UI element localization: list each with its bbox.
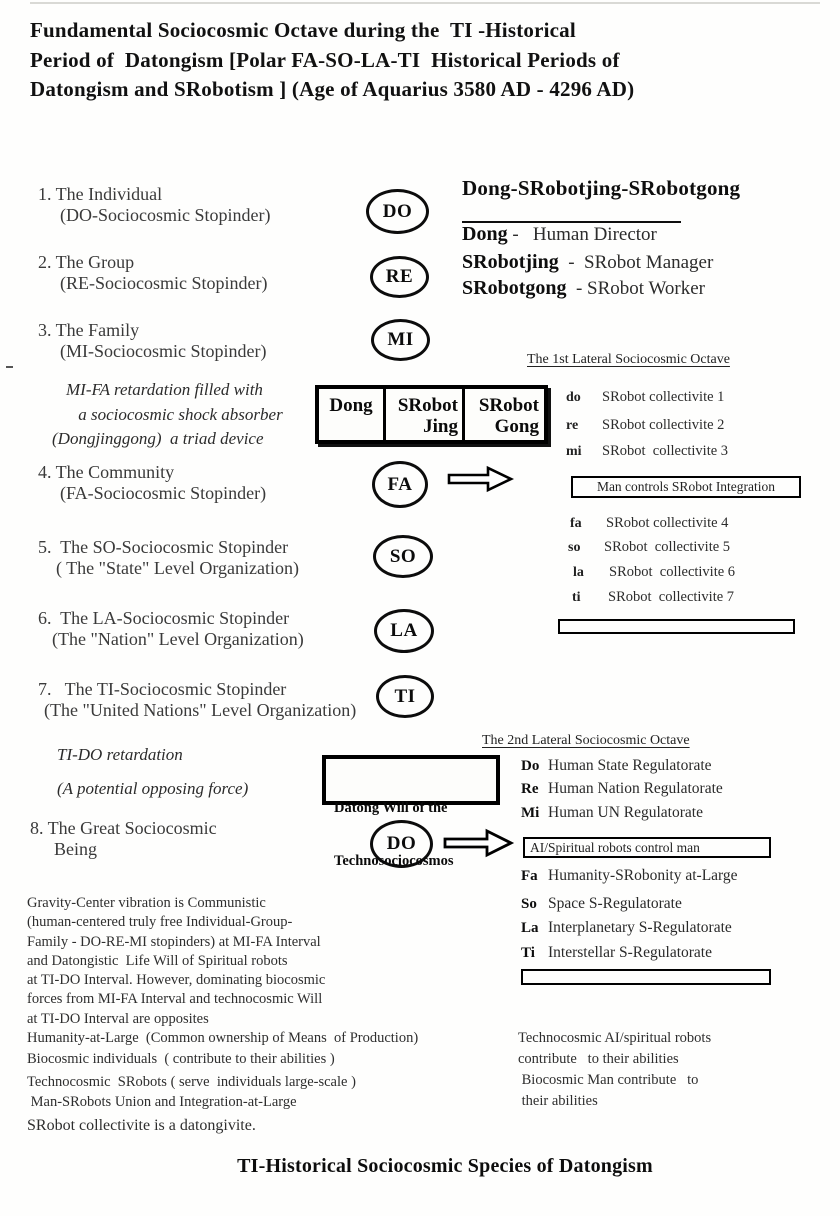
legend-term-dong: Dong [462, 223, 508, 245]
octave1-label-re: SRobot collectivite 2 [602, 417, 725, 433]
octave1-label-so: SRobot collectivite 5 [604, 539, 731, 555]
octave2-note-re: Re [521, 781, 539, 797]
scan-artifact-dash [6, 366, 13, 368]
stopinder-2-name: 2. The Group [38, 252, 135, 272]
octave1-empty-box [558, 619, 795, 634]
left-paragraph-line: and Datongistic Life Will of Spiritual robots [27, 952, 288, 969]
right-paragraph-line: contribute to their abilities [518, 1050, 679, 1067]
octave2-empty-box [521, 969, 771, 985]
octave1-note-ti: ti [572, 590, 581, 605]
legend-desc-srobotjing: - SRobot Manager [558, 252, 714, 273]
octave2-row-re [521, 780, 723, 798]
legend-heading: Dong-SRobotjing-SRobotgong [462, 176, 741, 200]
octave2-note-ti: Ti [521, 945, 535, 961]
octave2-label-re: Human Nation Regulatorate [548, 780, 723, 797]
octave2-label-fa: Humanity-SRobonity at-Large [548, 867, 738, 884]
octave2-label-do: Human State Regulatorate [548, 757, 712, 774]
mifa-note-line3: (Dongjinggong) a triad device [52, 429, 264, 448]
octave2-note-fa: Fa [521, 868, 538, 884]
octave1-row-do [566, 389, 724, 406]
note-circle-so [373, 535, 433, 578]
right-paragraph-line: Biocosmic Man contribute to [518, 1072, 699, 1088]
octave1-note-la: la [573, 565, 584, 580]
triad-device-box [315, 385, 548, 444]
left-paragraph-line: Man-SRobots Union and Integration-at-Large [27, 1093, 297, 1110]
triad-cell-srobotjing-line2: Jing [423, 416, 458, 437]
bottom-caption: TI-Historical Sociocosmic Species of Datongism [237, 1155, 653, 1177]
stopinder-item-2 [38, 252, 267, 294]
octave2-row-fa [521, 867, 738, 885]
stopinder-item-3 [38, 320, 266, 362]
octave1-label-mi: SRobot collectivite 3 [602, 443, 729, 459]
stopinder-item-1 [38, 184, 270, 226]
legend-desc-dong: - Human Director [507, 224, 657, 245]
note-circle-ti-label: TI [394, 685, 416, 707]
note-circle-mi-label: MI [387, 329, 414, 350]
triad-cell-srobotgong-line2: Gong [494, 416, 539, 437]
stopinder-5-sub: ( The "State" Level Organization) [56, 558, 299, 578]
legend-term-srobotjing: SRobotjing [462, 251, 559, 273]
note-circle-la-label: LA [390, 620, 418, 641]
triad-cell-srobotgong [462, 389, 544, 440]
left-paragraph [27, 894, 418, 1136]
stopinder-item-8 [30, 818, 217, 860]
right-paragraph-line: Technocosmic AI/spiritual robots [518, 1030, 712, 1046]
octave2-note-do: Do [521, 758, 540, 774]
right-arrow-icon-2 [443, 828, 515, 858]
mifa-note-line2: a sociocosmic shock absorber [74, 404, 283, 424]
octave2-row-ti [521, 944, 712, 962]
octave1-note-so: so [568, 540, 581, 555]
stopinder-4-sub: (FA-Sociocosmic Stopinder) [60, 483, 267, 503]
triad-cell-srobotjing-line1: SRobot [397, 395, 458, 416]
note-circle-re [370, 256, 429, 298]
octave1-label-fa: SRobot collectivite 4 [606, 515, 729, 531]
octave2-row-mi [521, 804, 703, 822]
left-paragraph-line: Biocosmic individuals ( contribute to their abilities ) [27, 1051, 335, 1068]
legend-row-dong [462, 223, 657, 246]
note-circle-ti [376, 675, 434, 718]
octave2-note-la: La [521, 920, 539, 936]
page-title-line1: Fundamental Sociocosmic Octave during the TI -Historical [30, 18, 576, 42]
stopinder-item-7 [38, 679, 356, 721]
octave1-note-fa: fa [570, 516, 582, 531]
stopinder-7-sub: (The "United Nations" Level Organization) [44, 700, 357, 720]
octave2-label-so: Space S-Regulatorate [548, 895, 682, 912]
right-paragraph [518, 1028, 711, 1111]
octave1-note-re: re [566, 418, 579, 433]
left-paragraph-line: SRobot collectivite is a datongivite. [27, 1117, 256, 1135]
legend-row-srobotjing [462, 251, 713, 274]
legend-desc-srobotgong: - SRobot Worker [566, 278, 705, 299]
octave1-label-do: SRobot collectivite 1 [602, 389, 725, 405]
stopinder-6-sub: (The "Nation" Level Organization) [52, 629, 304, 649]
stopinder-item-4 [38, 462, 266, 504]
stopinder-7-name: 7. The TI-Sociocosmic Stopinder [38, 679, 287, 699]
stopinder-2-sub: (RE-Sociocosmic Stopinder) [60, 273, 268, 293]
note-circle-fa-label: FA [387, 473, 413, 495]
stopinder-1-name: 1. The Individual [38, 184, 163, 204]
stopinder-5-name: 5. The SO-Sociocosmic Stopinder [38, 537, 289, 557]
note-circle-do-8-label: DO [386, 833, 417, 854]
stopinder-item-6 [38, 608, 304, 650]
octave1-row-fa [570, 515, 728, 532]
octave1-interval-box: Man controls SRobot Integration [571, 476, 801, 498]
stopinder-item-5 [38, 537, 299, 579]
mifa-retardation-note [52, 378, 283, 452]
left-paragraph-line: forces from MI-FA Interval and technocosmic Will [27, 991, 323, 1008]
octave1-row-so [568, 539, 730, 556]
note-circle-la [374, 609, 434, 653]
octave1-label-ti: SRobot collectivite 7 [608, 589, 735, 605]
stopinder-3-name: 3. The Family [38, 320, 140, 340]
left-paragraph-line: (human-centered truly free Individual-Group- [27, 914, 293, 931]
note-circle-do-1-label: DO [382, 200, 413, 222]
octave2-row-la [521, 919, 732, 937]
triad-cell-srobotgong-line1: SRobot [478, 395, 539, 416]
octave2-row-do [521, 757, 712, 775]
stopinder-8-sub: Being [54, 839, 97, 859]
triad-cell-srobotjing [383, 389, 462, 440]
octave1-row-ti [572, 589, 734, 606]
stopinder-3-sub: (MI-Sociocosmic Stopinder) [60, 341, 267, 361]
page-title-line3: Datongism and SRobotism ] (Age of Aquarius 3580 AD - 4296 AD) [30, 77, 635, 101]
stopinder-8-name: 8. The Great Sociocosmic [30, 818, 217, 838]
tido-note-line1: TI-DO retardation [57, 745, 183, 764]
note-circle-re-label: RE [385, 266, 414, 287]
right-paragraph-line: their abilities [518, 1092, 598, 1109]
octave1-row-re [566, 417, 724, 434]
octave1-note-mi: mi [566, 444, 582, 459]
octave1-label-la: SRobot collectivite 6 [609, 564, 736, 580]
stopinder-1-sub: (DO-Sociocosmic Stopinder) [60, 205, 271, 225]
left-paragraph-line: Gravity-Center vibration is Communistic [27, 895, 266, 911]
octave2-label-mi: Human UN Regulatorate [548, 804, 703, 821]
legend-row-srobotgong [462, 277, 705, 300]
page-title [30, 16, 634, 105]
left-paragraph-line: at TI-DO Interval. However, dominating biocosmic [27, 972, 326, 989]
left-paragraph-line: at TI-DO Interval are opposites [27, 1010, 209, 1027]
left-paragraph-line: Family - DO-RE-MI stopinders) at MI-FA Interval [27, 933, 321, 950]
note-circle-mi [371, 319, 430, 361]
datong-will-line2: Technosociocosmos [334, 852, 454, 869]
left-paragraph-line: Humanity-at-Large (Common ownership of Means of Production) [27, 1030, 419, 1047]
page-title-line2: Period of Datongism [Polar FA-SO-LA-TI Historical Periods of [30, 47, 620, 72]
triad-cell-dong: Dong [329, 395, 373, 416]
octave2-title: The 2nd Lateral Sociocosmic Octave [482, 733, 690, 748]
scan-artifact-line [30, 2, 820, 4]
left-paragraph-line: Technocosmic SRobots ( serve individuals large-scale ) [27, 1073, 356, 1090]
tido-note-line2: (A potential opposing force) [57, 779, 249, 798]
legend-term-srobotgong: SRobotgong [462, 277, 567, 299]
right-arrow-icon [447, 465, 515, 493]
octave1-row-la [573, 564, 735, 581]
octave2-label-la: Interplanetary S-Regulatorate [548, 919, 732, 936]
octave2-row-so [521, 895, 682, 913]
octave1-note-do: do [566, 390, 581, 405]
mifa-note-line1: MI-FA retardation filled with [66, 380, 263, 399]
octave2-note-mi: Mi [521, 805, 540, 821]
octave2-label-ti: Interstellar S-Regulatorate [548, 944, 712, 961]
note-circle-do-1 [366, 189, 429, 234]
octave2-note-so: So [521, 896, 537, 912]
note-circle-fa [372, 461, 428, 508]
note-circle-so-label: SO [389, 545, 417, 567]
octave1-row-mi [566, 443, 728, 460]
octave1-title: The 1st Lateral Sociocosmic Octave [527, 352, 730, 367]
datong-will-line1: Datong Will of the [334, 800, 448, 816]
octave2-interval-box: AI/Spiritual robots control man [523, 837, 771, 858]
stopinder-6-name: 6. The LA-Sociocosmic Stopinder [38, 608, 290, 628]
stopinder-4-name: 4. The Community [38, 462, 175, 482]
